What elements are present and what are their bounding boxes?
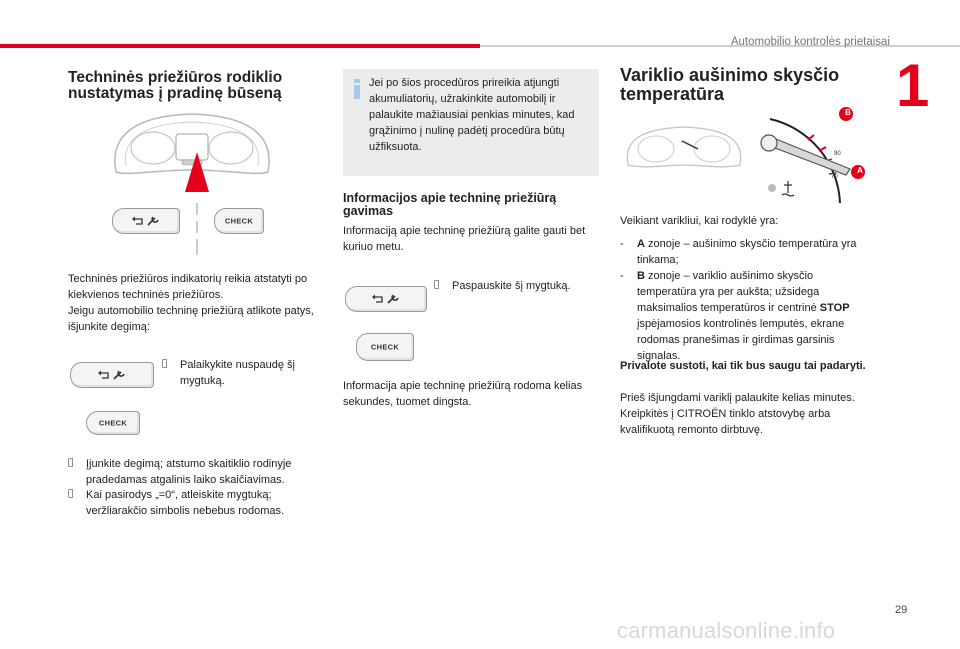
running-header: Automobilio kontrolės prietaisai [730, 36, 890, 48]
reset-button-illustration [112, 208, 180, 234]
info-paragraph: Informaciją apie techninę priežiūrą galite gauti bet kuriuo metu. [343, 225, 586, 253]
bullet-press: Paspauskite šį mygtuką. [434, 279, 594, 295]
info-icon [352, 79, 362, 99]
section-heading-coolant: Variklio aušinimo skysčio temperatūra [620, 65, 840, 104]
reset-button-illustration-2 [70, 362, 154, 388]
marker-a: A [857, 166, 863, 175]
check-button-illustration-3: CHECK [356, 333, 414, 361]
bullet-release: Kai pasirodys „=0“, atleiskite mygtuką; veržliarakčio simbolis nebebus rodomas. [68, 488, 324, 520]
zone-a-item: - A zonoje – aušinimo skysčio temperatūra yra tinkama; [620, 238, 857, 266]
bullet-marker-icon [68, 488, 73, 501]
info-text: Jei po šios procedūros prireikia atjungti akumuliatorių, užrakinkite automobilį ir palaukite mažiausiai penkias minutes, kad grąžinimo į nulinę padėtį procedūra būtų užfiksuota. [369, 77, 575, 153]
coolant-intro: Veikiant varikliui, kai rodyklė yra: [620, 215, 779, 227]
gauge-label-90: 90 [834, 151, 841, 157]
bullet-marker-icon [434, 279, 439, 292]
info-paragraph-2: Informacija apie techninę priežiūrą rodoma kelias sekundes, tuomet dingsta. [343, 380, 583, 408]
bullet-hold: Palaikykite nuspaudę šį mygtuką. [162, 358, 312, 390]
check-button-illustration-2: CHECK [86, 411, 140, 435]
header-red-bar [0, 44, 480, 48]
section-heading-reset: Techninės priežiūros rodiklio nustatymas į pradinę būseną [68, 69, 283, 103]
reset-button-illustration-3 [345, 286, 427, 312]
bullet-marker-icon [162, 358, 167, 371]
wrench-reset-icon [371, 293, 401, 305]
gauge-label-70: 70 [831, 174, 838, 180]
check-label: CHECK [224, 216, 254, 226]
check-button-illustration [214, 208, 264, 234]
coolant-warning: Privalote sustoti, kai tik bus saugu tai padaryti. [620, 360, 866, 372]
bullet-ignition: Įjunkite degimą; atstumo skaitiklio rodinyje pradedamas atgalinis laiko skaičiavimas. [68, 457, 324, 489]
coolant-gauge-illustration [620, 103, 870, 208]
reset-paragraph: Techninės priežiūros indikatorių reikia atstatyti po kiekvienos techninės priežiūros. Jeigu automobilio techninę priežiūrą atlikote patys, išjunkite degimą: [68, 273, 314, 333]
section-heading-info: Informacijos apie techninę priežiūrą gavimas [343, 191, 557, 219]
watermark: carmanualsonline.info [617, 618, 836, 643]
marker-b: B [845, 108, 851, 117]
wrench-reset-icon [131, 215, 161, 227]
page-number: 29 [895, 604, 908, 616]
bullet-marker-icon [68, 457, 73, 470]
zone-b-item: - B zonoje – variklio aušinimo skysčio temperatūra yra per aukšta; užsidega maksimalios temperatūros ir centrinė STOP įspėjamosios kontrolinės lemputės, ekrane rodomas pranešimas ir girdimas garsinis signalas. [620, 269, 850, 362]
coolant-zone-list [620, 237, 870, 365]
arrow-up-icon [185, 152, 209, 192]
coolant-advice: Prieš išjungdami variklį palaukite kelias minutes. Kreipkitės į CITROËN tinklo atstovybę arba kvalifikuotą remonto dirbtuvę. [620, 392, 855, 436]
wrench-reset-icon [97, 369, 127, 381]
press-lines-icon [193, 201, 201, 257]
info-box [343, 69, 599, 176]
chapter-number: 1 [896, 52, 930, 119]
